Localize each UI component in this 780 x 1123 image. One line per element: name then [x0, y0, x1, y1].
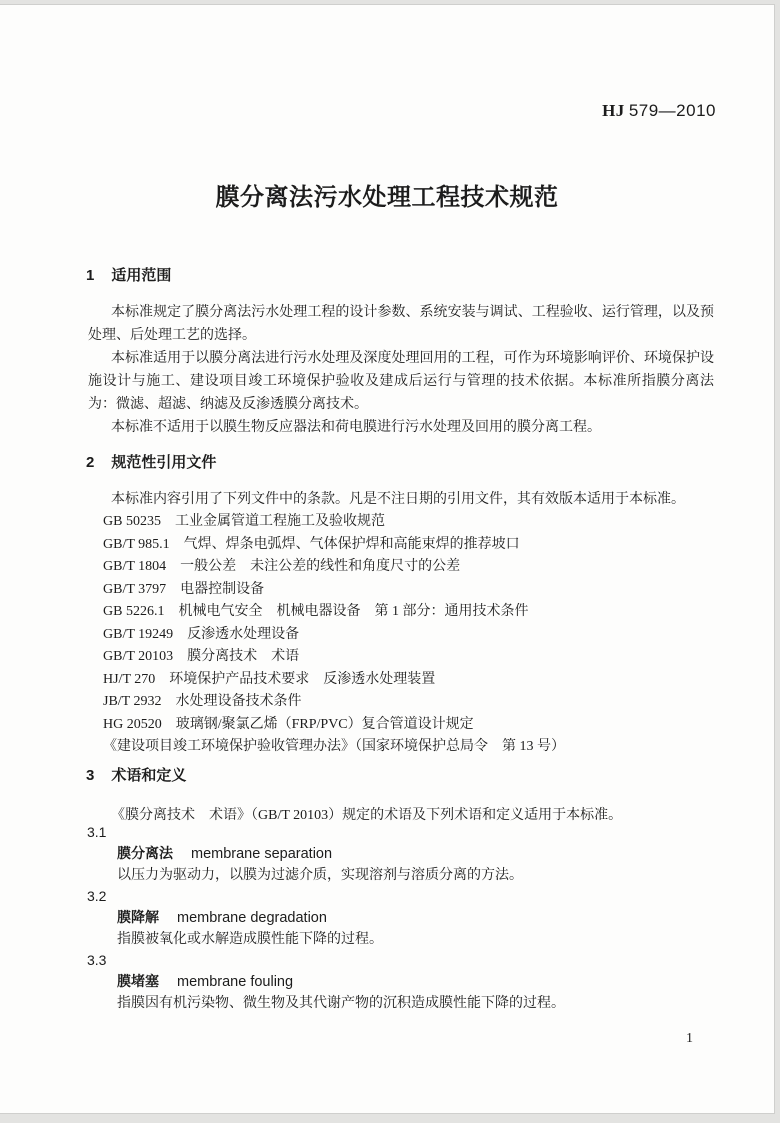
section-heading-2 [86, 451, 712, 472]
paragraph: 《膜分离技术 术语》（GB/T 20103）规定的术语及下列术语和定义适用于本标准。 [111, 808, 623, 823]
reference-item: GB 50235 工业金属管道工程施工及验收规范 [103, 514, 385, 529]
reference-item: GB/T 3797 电器控制设备 [103, 581, 265, 597]
term-title-zh: 膜堵塞 [117, 973, 159, 989]
section-1-body [88, 301, 714, 439]
term-title-zh: 膜降解 [117, 909, 159, 925]
reference-item: GB/T 985.1 气焊、焊条电弧焊、气体保护焊和高能束焊的推荐坡口 [103, 536, 520, 552]
term-title-en: membrane fouling [177, 974, 294, 990]
term-title-zh: 膜分离法 [117, 845, 173, 861]
reference-item: GB/T 1804 一般公差 未注公差的线性和角度尺寸的公差 [103, 559, 461, 574]
document-title: 膜分离法污水处理工程技术规范 [215, 184, 559, 211]
term-entry [88, 950, 714, 1014]
terms-list [88, 822, 714, 1014]
section-title: 术语和定义 [111, 767, 187, 784]
standard-number [602, 101, 716, 121]
term-title-en: membrane degradation [177, 910, 327, 926]
term-title [88, 843, 714, 865]
section-heading-1 [86, 264, 712, 285]
reference-item: GB/T 20103 膜分离技术 术语 [103, 649, 300, 664]
term-entry [88, 886, 714, 950]
term-number: 3.3 [87, 952, 107, 968]
term-definition: 指膜被氧化或水解造成膜性能下降的过程。 [117, 932, 383, 947]
paragraph: 本标准不适用于以膜生物反应器法和荷电膜进行污水处理及回用的膜分离工程。 [111, 420, 601, 435]
section-heading-3 [86, 764, 712, 785]
reference-item: HG 20520 玻璃钢/聚氯乙烯（FRP/PVC）复合管道设计规定 [103, 716, 474, 732]
reference-item: GB 5226.1 机械电气安全 机械电器设备 第 1 部分：通用技术条件 [103, 604, 529, 619]
paragraph: 本标准规定了膜分离法污水处理工程的设计参数、系统安装与调试、工程验收、运行管理，以及预处理、后处理工艺的选择。 [88, 305, 714, 343]
reference-list [88, 511, 714, 759]
term-number: 3.1 [87, 824, 107, 840]
paragraph: 本标准内容引用了下列文件中的条款。凡是不注日期的引用文件，其有效版本适用于本标准。 [111, 492, 685, 507]
term-number: 3.2 [87, 888, 107, 904]
section-title: 适用范围 [111, 267, 172, 284]
term-definition: 指膜因有机污染物、微生物及其代谢产物的沉积造成膜性能下降的过程。 [117, 996, 565, 1011]
page-number: 1 [686, 1031, 693, 1046]
term-definition: 以压力为驱动力，以膜为过滤介质，实现溶剂与溶质分离的方法。 [117, 868, 523, 883]
section-number: 1 [86, 267, 95, 284]
term-title [88, 971, 714, 993]
section-number: 3 [86, 767, 95, 784]
section-2-intro [88, 488, 714, 511]
reference-item: JB/T 2932 水处理设备技术条件 [103, 694, 302, 709]
section-number: 2 [86, 454, 95, 471]
term-title [88, 907, 714, 929]
reference-item: GB/T 19249 反渗透水处理设备 [103, 626, 300, 642]
term-entry [88, 822, 714, 886]
term-title-en: membrane separation [191, 846, 333, 862]
standard-number-code: 579—2010 [628, 101, 716, 120]
paragraph: 本标准适用于以膜分离法进行污水处理及深度处理回用的工程，可作为环境影响评价、环境保护设施设计与施工、建设项目竣工环境保护验收及建成后运行与管理的技术依据。本标准所指膜分离法为：微滤、超滤、纳滤及反渗透膜分离技术。 [88, 351, 714, 412]
section-title: 规范性引用文件 [111, 454, 217, 471]
standard-number-prefix: HJ [602, 101, 625, 120]
reference-item: HJ/T 270 环境保护产品技术要求 反渗透水处理装置 [103, 671, 436, 687]
reference-item: 《建设项目竣工环境保护验收管理办法》（国家环境保护总局令 第 13 号） [103, 739, 565, 754]
document-page [0, 4, 775, 1114]
